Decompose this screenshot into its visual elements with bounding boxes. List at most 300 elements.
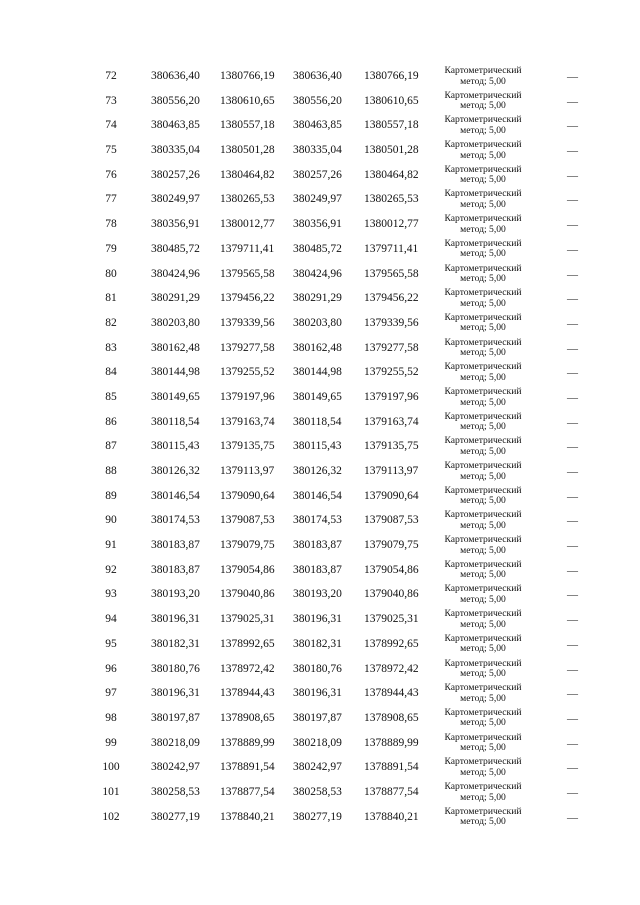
point-number: 89 — [105, 489, 117, 502]
table-row — [0, 187, 640, 212]
method-and-accuracy — [430, 66, 536, 87]
accuracy-label: метод; 5,00 — [460, 519, 506, 531]
new-y-coordinate: 1379456,22 — [364, 292, 419, 305]
new-x-coordinate: 380149,65 — [293, 390, 342, 403]
accuracy-label: метод; 5,00 — [460, 791, 506, 803]
method-and-accuracy — [430, 634, 536, 655]
point-number: 94 — [105, 613, 117, 626]
method-label: Картометрический — [444, 509, 522, 521]
existing-x-coordinate: 380196,31 — [151, 687, 200, 700]
empty-value-dash: — — [567, 169, 578, 182]
new-x-coordinate: 380146,54 — [293, 489, 342, 502]
accuracy-label: метод; 5,00 — [460, 347, 506, 359]
accuracy-label: метод; 5,00 — [460, 273, 506, 285]
table-row — [0, 582, 640, 607]
point-number: 95 — [105, 637, 117, 650]
new-y-coordinate: 1380012,77 — [364, 218, 419, 231]
method-and-accuracy — [430, 683, 536, 704]
method-and-accuracy — [430, 436, 536, 457]
existing-x-coordinate: 380257,26 — [151, 168, 200, 181]
existing-y-coordinate: 1379087,53 — [220, 514, 275, 527]
point-number: 79 — [105, 242, 117, 255]
point-number: 85 — [105, 390, 117, 403]
method-and-accuracy — [430, 584, 536, 605]
method-label: Картометрический — [444, 534, 522, 546]
new-y-coordinate: 1379197,96 — [364, 390, 419, 403]
new-x-coordinate: 380174,53 — [293, 514, 342, 527]
method-label: Картометрический — [444, 460, 522, 471]
empty-value-dash: — — [567, 367, 578, 380]
table-row — [0, 262, 640, 287]
existing-x-coordinate: 380193,20 — [151, 588, 200, 601]
empty-value-dash: — — [567, 663, 578, 676]
accuracy-label: метод; 5,00 — [460, 248, 506, 260]
existing-y-coordinate: 1379135,75 — [220, 440, 275, 453]
existing-y-coordinate: 1378891,54 — [220, 761, 275, 774]
new-x-coordinate: 380249,97 — [293, 193, 342, 206]
table-row — [0, 311, 640, 336]
accuracy-label: метод; 5,00 — [460, 668, 506, 680]
method-label: Картометрический — [444, 558, 522, 570]
accuracy-label: метод; 5,00 — [460, 199, 506, 211]
table-row — [0, 731, 640, 756]
table-row — [0, 508, 640, 533]
method-label: Картометрический — [444, 632, 522, 644]
method-and-accuracy — [430, 338, 536, 359]
empty-value-dash: — — [567, 466, 578, 478]
accuracy-label: метод; 5,00 — [460, 643, 506, 655]
empty-value-dash: — — [567, 638, 578, 651]
table-row — [0, 360, 640, 385]
new-x-coordinate: 380291,29 — [293, 292, 342, 305]
existing-x-coordinate: 380277,19 — [151, 810, 200, 823]
method-and-accuracy — [430, 733, 536, 754]
accuracy-label: метод; 5,00 — [460, 495, 506, 507]
method-label: Картометрический — [444, 410, 522, 422]
table-row — [0, 286, 640, 311]
method-label: Картометрический — [444, 385, 522, 397]
new-x-coordinate: 380258,53 — [293, 785, 342, 798]
existing-y-coordinate: 1379456,22 — [220, 292, 275, 305]
existing-y-coordinate: 1378840,21 — [220, 810, 275, 823]
existing-y-coordinate: 1379565,58 — [220, 267, 275, 280]
new-y-coordinate: 1379277,58 — [364, 341, 419, 354]
point-number: 86 — [105, 415, 117, 428]
empty-value-dash: — — [567, 564, 578, 577]
empty-value-dash: — — [567, 712, 578, 725]
empty-value-dash: — — [567, 219, 578, 232]
point-number: 80 — [105, 267, 117, 280]
point-number: 73 — [105, 94, 117, 107]
table-row — [0, 681, 640, 706]
new-y-coordinate: 1380501,28 — [364, 144, 419, 157]
method-label: Картометрический — [444, 336, 522, 348]
existing-y-coordinate: 1380501,28 — [220, 144, 275, 157]
point-number: 101 — [102, 785, 120, 798]
empty-value-dash: — — [567, 145, 578, 158]
empty-value-dash: — — [567, 786, 578, 799]
empty-value-dash: — — [567, 391, 578, 404]
method-and-accuracy — [430, 288, 536, 309]
new-x-coordinate: 380183,87 — [293, 539, 342, 552]
accuracy-label: метод; 5,00 — [460, 594, 506, 606]
method-and-accuracy — [430, 782, 536, 803]
existing-y-coordinate: 1380557,18 — [220, 119, 275, 132]
existing-x-coordinate: 380249,97 — [151, 193, 200, 206]
existing-y-coordinate: 1379339,56 — [220, 316, 275, 329]
method-label: Картометрический — [444, 213, 522, 225]
existing-x-coordinate: 380485,72 — [151, 242, 200, 255]
point-number: 82 — [105, 316, 117, 329]
existing-y-coordinate: 1379054,86 — [220, 563, 275, 576]
empty-value-dash: — — [567, 194, 578, 207]
point-number: 81 — [105, 292, 117, 305]
method-label: Картометрический — [444, 311, 522, 323]
new-x-coordinate: 380193,20 — [293, 588, 342, 601]
new-x-coordinate: 380636,40 — [293, 70, 342, 82]
empty-value-dash: — — [567, 416, 578, 429]
empty-value-dash: — — [567, 589, 578, 602]
method-label: Картометрический — [444, 805, 522, 817]
accuracy-label: метод; 5,00 — [460, 544, 506, 556]
existing-x-coordinate: 380424,96 — [151, 267, 200, 280]
existing-x-coordinate: 380356,91 — [151, 218, 200, 231]
new-y-coordinate: 1378891,54 — [364, 761, 419, 774]
new-x-coordinate: 380356,91 — [293, 218, 342, 231]
new-y-coordinate: 1378877,54 — [364, 785, 419, 798]
method-and-accuracy — [430, 609, 536, 630]
method-label: Картометрический — [444, 262, 522, 274]
existing-y-coordinate: 1380464,82 — [220, 168, 275, 181]
empty-value-dash: — — [567, 540, 578, 553]
accuracy-label: метод; 5,00 — [460, 742, 506, 754]
empty-value-dash: — — [567, 317, 578, 330]
new-x-coordinate: 380115,43 — [293, 440, 342, 453]
method-label: Картометрический — [444, 731, 522, 743]
existing-y-coordinate: 1380610,65 — [220, 94, 275, 107]
new-x-coordinate: 380277,19 — [293, 810, 342, 823]
accuracy-label: метод; 5,00 — [460, 445, 506, 457]
point-number: 97 — [105, 687, 117, 700]
method-label: Картометрический — [444, 237, 522, 249]
method-label: Картометрический — [444, 780, 522, 792]
method-and-accuracy — [430, 239, 536, 260]
new-x-coordinate: 380162,48 — [293, 341, 342, 354]
method-and-accuracy — [430, 757, 536, 778]
existing-y-coordinate: 1379113,97 — [220, 465, 275, 477]
existing-x-coordinate: 380242,97 — [151, 761, 200, 774]
table-row — [0, 706, 640, 731]
table-row — [0, 484, 640, 509]
method-and-accuracy — [430, 165, 536, 186]
method-label: Картометрический — [444, 657, 522, 669]
empty-value-dash: — — [567, 95, 578, 108]
point-number: 76 — [105, 168, 117, 181]
table-row — [0, 138, 640, 163]
point-number: 100 — [102, 761, 120, 774]
existing-y-coordinate: 1379255,52 — [220, 366, 275, 379]
new-x-coordinate: 380196,31 — [293, 687, 342, 700]
new-y-coordinate: 1380265,53 — [364, 193, 419, 206]
empty-value-dash: — — [567, 737, 578, 750]
table-row — [0, 459, 640, 484]
existing-x-coordinate: 380203,80 — [151, 316, 200, 329]
table-row — [0, 755, 640, 780]
new-y-coordinate: 1379025,31 — [364, 613, 419, 626]
table-row — [0, 237, 640, 262]
empty-value-dash: — — [567, 614, 578, 627]
new-x-coordinate: 380126,32 — [293, 465, 342, 477]
empty-value-dash: — — [567, 441, 578, 454]
new-y-coordinate: 1379339,56 — [364, 316, 419, 329]
new-y-coordinate: 1378944,43 — [364, 687, 419, 700]
new-x-coordinate: 380463,85 — [293, 119, 342, 132]
accuracy-label: метод; 5,00 — [460, 223, 506, 235]
new-y-coordinate: 1379163,74 — [364, 415, 419, 428]
accuracy-label: метод; 5,00 — [460, 766, 506, 778]
point-number: 102 — [102, 810, 120, 823]
point-number: 99 — [105, 736, 117, 749]
existing-y-coordinate: 1378908,65 — [220, 711, 275, 724]
accuracy-label: метод; 5,00 — [460, 75, 506, 87]
method-and-accuracy — [430, 807, 536, 828]
point-number: 72 — [105, 70, 117, 82]
accuracy-label: метод; 5,00 — [460, 396, 506, 408]
method-label: Картометрический — [444, 65, 522, 76]
table-row — [0, 434, 640, 459]
accuracy-label: метод; 5,00 — [460, 618, 506, 630]
point-number: 90 — [105, 514, 117, 527]
existing-y-coordinate: 1378972,42 — [220, 662, 275, 675]
table-row — [0, 212, 640, 237]
new-y-coordinate: 1379135,75 — [364, 440, 419, 453]
existing-x-coordinate: 380335,04 — [151, 144, 200, 157]
new-y-coordinate: 1378840,21 — [364, 810, 419, 823]
new-y-coordinate: 1380464,82 — [364, 168, 419, 181]
existing-x-coordinate: 380162,48 — [151, 341, 200, 354]
new-x-coordinate: 380197,87 — [293, 711, 342, 724]
table-row — [0, 64, 640, 89]
empty-value-dash: — — [567, 688, 578, 701]
accuracy-label: метод; 5,00 — [460, 297, 506, 309]
method-and-accuracy — [430, 535, 536, 556]
method-and-accuracy — [430, 461, 536, 482]
method-and-accuracy — [430, 264, 536, 285]
new-x-coordinate: 380556,20 — [293, 94, 342, 107]
existing-y-coordinate: 1378992,65 — [220, 637, 275, 650]
accuracy-label: метод; 5,00 — [460, 149, 506, 161]
empty-value-dash: — — [567, 490, 578, 503]
table-row — [0, 113, 640, 138]
method-label: Картометрический — [444, 188, 522, 200]
accuracy-label: метод; 5,00 — [460, 124, 506, 136]
new-y-coordinate: 1378889,99 — [364, 736, 419, 749]
table-row — [0, 607, 640, 632]
accuracy-label: метод; 5,00 — [460, 371, 506, 383]
point-number: 74 — [105, 119, 117, 132]
new-x-coordinate: 380196,31 — [293, 613, 342, 626]
point-number: 83 — [105, 341, 117, 354]
new-y-coordinate: 1379054,86 — [364, 563, 419, 576]
new-y-coordinate: 1379090,64 — [364, 489, 419, 502]
table-row — [0, 89, 640, 114]
new-y-coordinate: 1379087,53 — [364, 514, 419, 527]
new-x-coordinate: 380118,54 — [293, 415, 342, 428]
existing-y-coordinate: 1379025,31 — [220, 613, 275, 626]
new-y-coordinate: 1379113,97 — [364, 465, 419, 477]
point-number: 75 — [105, 144, 117, 157]
method-label: Картометрический — [444, 139, 522, 151]
method-and-accuracy — [430, 708, 536, 729]
table-row — [0, 336, 640, 361]
new-x-coordinate: 380180,76 — [293, 662, 342, 675]
existing-x-coordinate: 380149,65 — [151, 390, 200, 403]
existing-x-coordinate: 380126,32 — [151, 465, 200, 477]
new-y-coordinate: 1380557,18 — [364, 119, 419, 132]
method-and-accuracy — [430, 486, 536, 507]
existing-y-coordinate: 1379711,41 — [220, 242, 275, 255]
point-number: 77 — [105, 193, 117, 206]
accuracy-label: метод; 5,00 — [460, 470, 506, 482]
empty-value-dash: — — [567, 342, 578, 355]
new-x-coordinate: 380182,31 — [293, 637, 342, 650]
method-label: Картометрический — [444, 287, 522, 299]
table-row — [0, 163, 640, 188]
new-y-coordinate: 1378908,65 — [364, 711, 419, 724]
existing-y-coordinate: 1378889,99 — [220, 736, 275, 749]
point-number: 93 — [105, 588, 117, 601]
existing-y-coordinate: 1378877,54 — [220, 785, 275, 798]
accuracy-label: метод; 5,00 — [460, 174, 506, 186]
existing-y-coordinate: 1379277,58 — [220, 341, 275, 354]
method-and-accuracy — [430, 313, 536, 334]
method-and-accuracy — [430, 659, 536, 680]
empty-value-dash: — — [567, 811, 578, 824]
table-row — [0, 558, 640, 583]
new-y-coordinate: 1378972,42 — [364, 662, 419, 675]
existing-y-coordinate: 1380766,19 — [220, 70, 275, 82]
existing-x-coordinate: 380197,87 — [151, 711, 200, 724]
table-row — [0, 410, 640, 435]
existing-x-coordinate: 380182,31 — [151, 637, 200, 650]
new-x-coordinate: 380424,96 — [293, 267, 342, 280]
method-and-accuracy — [430, 140, 536, 161]
new-y-coordinate: 1379255,52 — [364, 366, 419, 379]
new-x-coordinate: 380183,87 — [293, 563, 342, 576]
point-number: 87 — [105, 440, 117, 453]
coordinates-table — [0, 64, 640, 829]
new-y-coordinate: 1379079,75 — [364, 539, 419, 552]
method-label: Картометрический — [444, 583, 522, 595]
table-row — [0, 385, 640, 410]
existing-x-coordinate: 380218,09 — [151, 736, 200, 749]
table-row — [0, 632, 640, 657]
method-and-accuracy — [430, 412, 536, 433]
existing-y-coordinate: 1379090,64 — [220, 489, 275, 502]
existing-x-coordinate: 380180,76 — [151, 662, 200, 675]
empty-value-dash: — — [567, 243, 578, 256]
existing-y-coordinate: 1379197,96 — [220, 390, 275, 403]
existing-x-coordinate: 380115,43 — [151, 440, 200, 453]
existing-x-coordinate: 380291,29 — [151, 292, 200, 305]
table-row — [0, 533, 640, 558]
method-label: Картометрический — [444, 114, 522, 126]
existing-y-coordinate: 1379163,74 — [220, 415, 275, 428]
empty-value-dash: — — [567, 515, 578, 528]
new-x-coordinate: 380257,26 — [293, 168, 342, 181]
accuracy-label: метод; 5,00 — [460, 100, 506, 112]
method-label: Картометрический — [444, 756, 522, 768]
table-row — [0, 657, 640, 682]
existing-x-coordinate: 380463,85 — [151, 119, 200, 132]
empty-value-dash: — — [567, 120, 578, 133]
existing-x-coordinate: 380146,54 — [151, 489, 200, 502]
accuracy-label: метод; 5,00 — [460, 692, 506, 704]
accuracy-label: метод; 5,00 — [460, 421, 506, 433]
point-number: 78 — [105, 218, 117, 231]
new-y-coordinate: 1378992,65 — [364, 637, 419, 650]
existing-y-coordinate: 1379040,86 — [220, 588, 275, 601]
existing-x-coordinate: 380183,87 — [151, 539, 200, 552]
method-and-accuracy — [430, 214, 536, 235]
new-y-coordinate: 1380766,19 — [364, 70, 419, 82]
method-and-accuracy — [430, 510, 536, 531]
method-label: Картометрический — [444, 435, 522, 447]
existing-y-coordinate: 1378944,43 — [220, 687, 275, 700]
method-and-accuracy — [430, 91, 536, 112]
method-label: Картометрический — [444, 89, 522, 101]
existing-x-coordinate: 380196,31 — [151, 613, 200, 626]
empty-value-dash: — — [567, 71, 578, 83]
accuracy-label: метод; 5,00 — [460, 816, 506, 828]
new-y-coordinate: 1379711,41 — [364, 242, 419, 255]
method-and-accuracy — [430, 115, 536, 136]
new-x-coordinate: 380335,04 — [293, 144, 342, 157]
existing-x-coordinate: 380556,20 — [151, 94, 200, 107]
new-x-coordinate: 380218,09 — [293, 736, 342, 749]
existing-x-coordinate: 380144,98 — [151, 366, 200, 379]
point-number: 98 — [105, 711, 117, 724]
new-x-coordinate: 380485,72 — [293, 242, 342, 255]
existing-x-coordinate: 380118,54 — [151, 415, 200, 428]
method-label: Картометрический — [444, 163, 522, 175]
new-x-coordinate: 380242,97 — [293, 761, 342, 774]
method-label: Картометрический — [444, 682, 522, 694]
point-number: 96 — [105, 662, 117, 675]
existing-x-coordinate: 380636,40 — [151, 70, 200, 82]
new-x-coordinate: 380203,80 — [293, 316, 342, 329]
existing-y-coordinate: 1380012,77 — [220, 218, 275, 231]
existing-x-coordinate: 380258,53 — [151, 785, 200, 798]
point-number: 92 — [105, 563, 117, 576]
empty-value-dash: — — [567, 762, 578, 775]
existing-x-coordinate: 380183,87 — [151, 563, 200, 576]
empty-value-dash: — — [567, 268, 578, 281]
method-label: Картометрический — [444, 706, 522, 718]
method-label: Картометрический — [444, 361, 522, 373]
point-number: 91 — [105, 539, 117, 552]
method-and-accuracy — [430, 189, 536, 210]
table-row — [0, 780, 640, 805]
accuracy-label: метод; 5,00 — [460, 717, 506, 729]
point-number: 84 — [105, 366, 117, 379]
new-x-coordinate: 380144,98 — [293, 366, 342, 379]
existing-x-coordinate: 380174,53 — [151, 514, 200, 527]
accuracy-label: метод; 5,00 — [460, 322, 506, 334]
new-y-coordinate: 1379565,58 — [364, 267, 419, 280]
method-label: Картометрический — [444, 484, 522, 496]
new-y-coordinate: 1380610,65 — [364, 94, 419, 107]
